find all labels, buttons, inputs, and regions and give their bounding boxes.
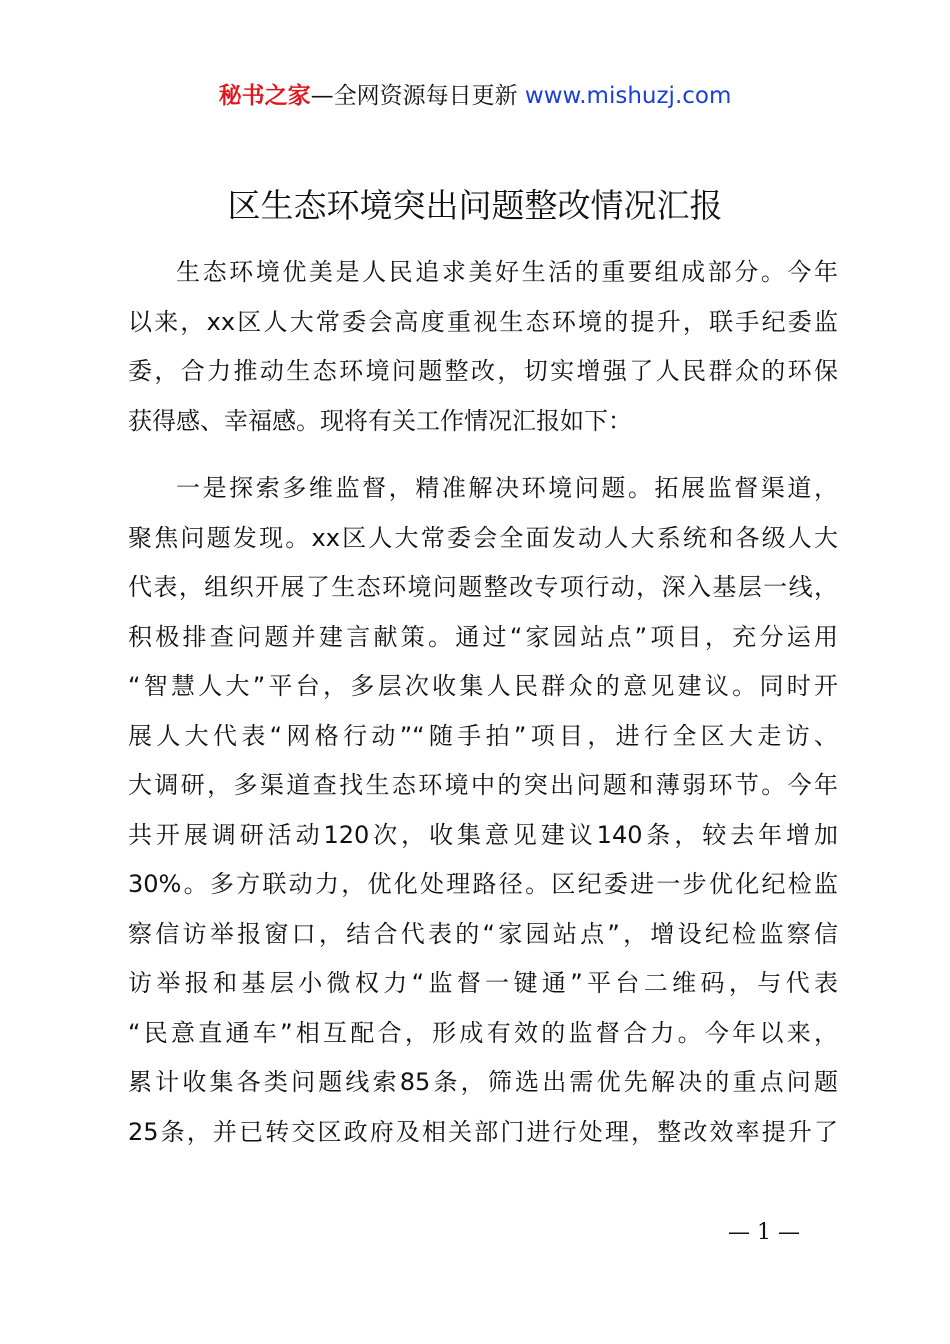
document-body <box>128 248 838 1157</box>
brand-name: 秘书之家 <box>218 83 311 109</box>
text-line: 委，合力推动生态环境问题整改，切实增强了人民群众的环保 <box>128 357 838 385</box>
text-line: 一是探索多维监督，精准解决环境问题。拓展监督渠道， <box>176 474 838 502</box>
text-line: 代表，组织开展了生态环境问题整改专项行动，深入基层一线， <box>128 573 838 601</box>
paragraph-intro <box>128 248 838 446</box>
banner-tagline: —全网资源每日更新 <box>310 83 518 109</box>
text-line: “智慧人大”平台，多层次收集人民群众的意见建议。同时开 <box>128 672 838 700</box>
text-line: 以来，xx区人大常委会高度重视生态环境的提升，联手纪委监 <box>128 307 838 336</box>
text-line: 共开展调研活动120次，收集意见建议140条，较去年增加 <box>128 820 838 849</box>
text-line: 25条，并已转交区政府及相关部门进行处理，整改效率提升了 <box>128 1117 838 1146</box>
site-url[interactable]: www.mishuzj.com <box>524 83 732 109</box>
text-line: “民意直通车”相互配合，形成有效的监督合力。今年以来， <box>128 1018 838 1047</box>
site-banner <box>0 80 950 112</box>
text-line: 大调研，多渠道查找生态环境中的突出问题和薄弱环节。今年 <box>128 771 838 799</box>
text-line: 聚焦问题发现。xx区人大常委会全面发动人大系统和各级人大 <box>128 523 838 552</box>
text-line: 访举报和基层小微权力“监督一键通”平台二维码，与代表 <box>128 969 838 997</box>
text-line: 累计收集各类问题线索85条，筛选出需优先解决的重点问题 <box>128 1068 838 1096</box>
text-line: 积极排查问题并建言献策。通过“家园站点”项目，充分运用 <box>128 622 838 651</box>
page-number: — 1 — <box>728 1220 800 1245</box>
text-line: 获得感、幸福感。现将有关工作情况汇报如下： <box>128 406 632 435</box>
text-line: 生态环境优美是人民追求美好生活的重要组成部分。今年 <box>176 258 838 286</box>
text-line: 展人大代表“网格行动”“随手拍”项目，进行全区大走访、 <box>128 721 838 750</box>
paragraph-supervision <box>128 464 838 1157</box>
text-line: 30%。多方联动力，优化处理路径。区纪委进一步优化纪检监 <box>128 870 838 898</box>
document-title: 区生态环境突出问题整改情况汇报 <box>227 186 723 225</box>
text-line: 察信访举报窗口，结合代表的“家园站点”，增设纪检监察信 <box>128 919 838 948</box>
